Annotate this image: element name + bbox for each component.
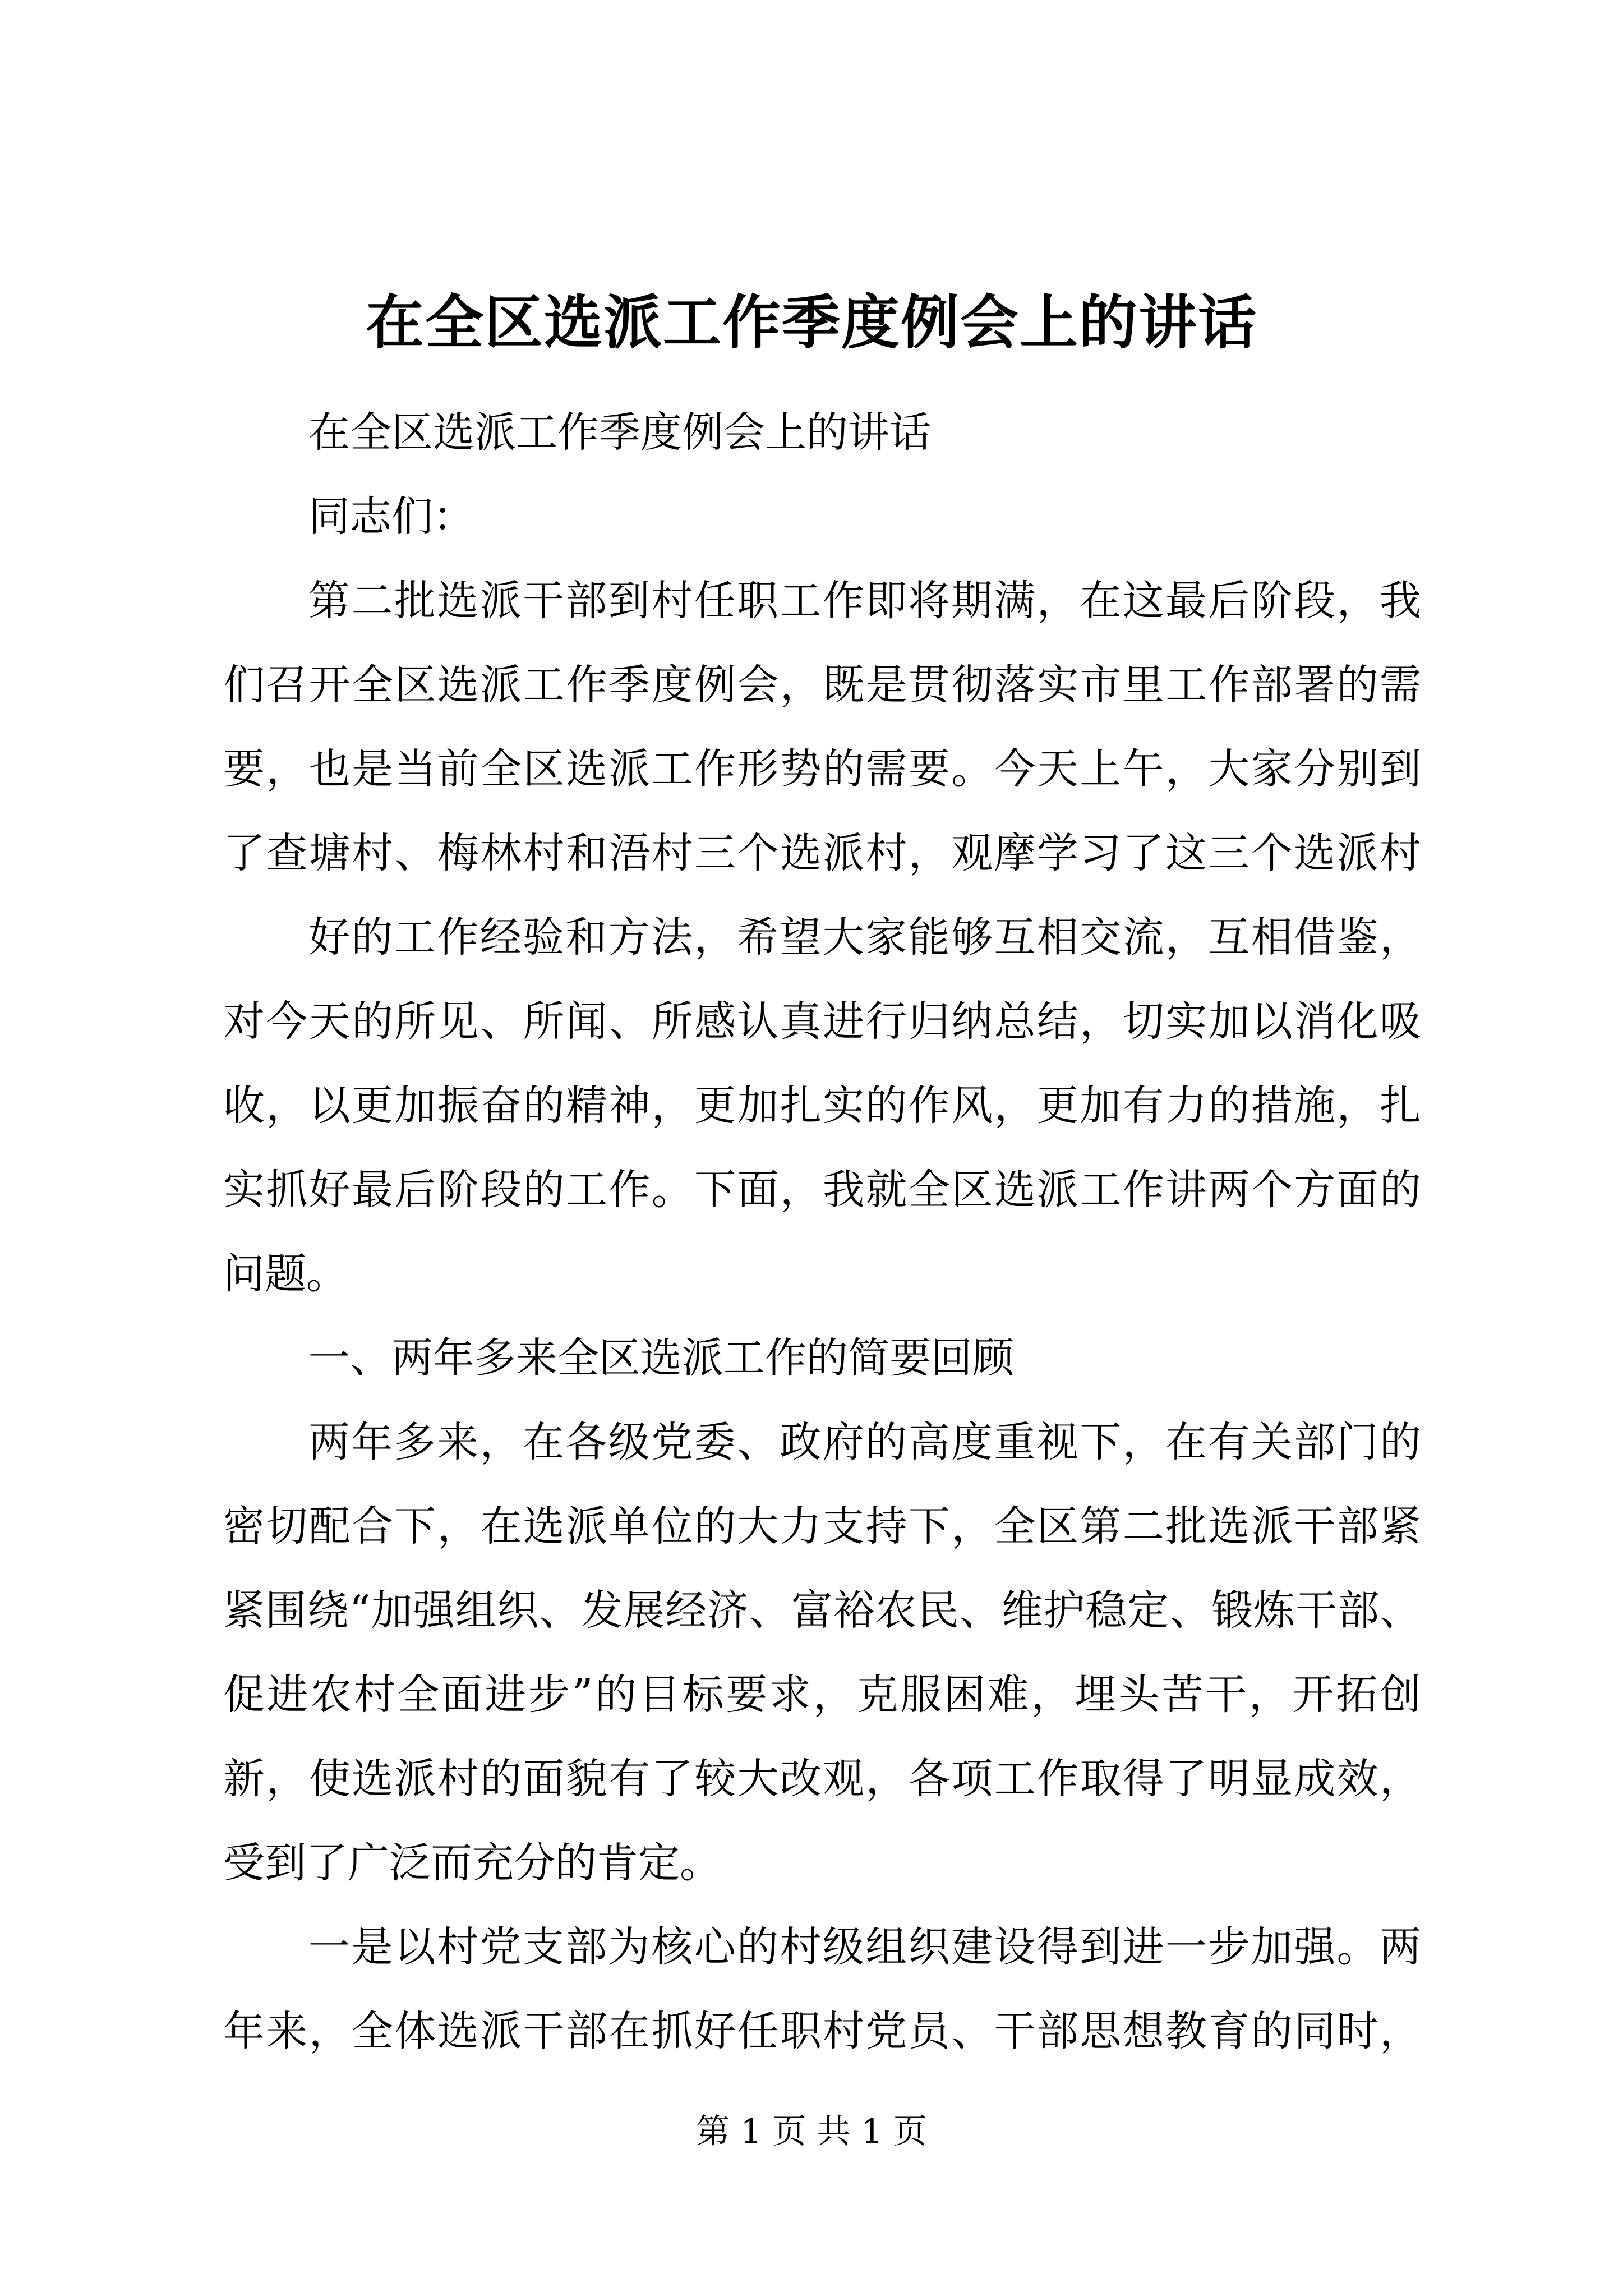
body-line: 问题。	[223, 1250, 348, 1298]
body-line: 了查塘村、梅林村和浯村三个选派村，观摩学习了这三个选派村	[223, 829, 1421, 877]
body-line: 要，也是当前全区选派工作形势的需要。今天上午，大家分别到	[223, 745, 1421, 793]
section-heading: 一、两年多来全区选派工作的简要回顾	[308, 1334, 1014, 1382]
body-line: 同志们：	[308, 493, 474, 541]
body-line: 受到了广泛而充分的肯定。	[223, 1839, 721, 1887]
body-line: 新，使选派村的面貌有了较大改观，各项工作取得了明显成效，	[223, 1755, 1421, 1803]
body-line: 密切配合下，在选派单位的大力支持下，全区第二批选派干部紧	[223, 1502, 1421, 1550]
body-line: 紧围绕“加强组织、发展经济、富裕农民、维护稳定、锻炼干部、	[223, 1586, 1421, 1635]
body-line: 在全区选派工作季度例会上的讲话	[308, 408, 931, 457]
document-body	[223, 390, 1421, 2073]
body-line: 促进农村全面进步”的目标要求，克服困难，埋头苦干，开拓创	[223, 1671, 1421, 1719]
document-title: 在全区选派工作季度例会上的讲话	[365, 288, 1257, 357]
page-footer: 第 1 页 共 1 页	[696, 2112, 927, 2151]
body-line: 好的工作经验和方法，希望大家能够互相交流，互相借鉴，	[308, 913, 1421, 961]
body-line: 一是以村党支部为核心的村级组织建设得到进一步加强。两	[308, 1923, 1421, 1971]
body-line: 实抓好最后阶段的工作。下面，我就全区选派工作讲两个方面的	[223, 1166, 1421, 1214]
body-line: 第二批选派干部到村任职工作即将期满，在这最后阶段，我	[308, 577, 1421, 625]
body-line: 对今天的所见、所闻、所感认真进行归纳总结，切实加以消化吸	[223, 997, 1421, 1046]
body-line: 们召开全区选派工作季度例会，既是贯彻落实市里工作部署的需	[223, 661, 1421, 709]
body-line: 年来，全体选派干部在抓好任职村党员、干部思想教育的同时，	[223, 2007, 1421, 2055]
body-line: 两年多来，在各级党委、政府的高度重视下，在有关部门的	[308, 1418, 1421, 1466]
body-line: 收，以更加振奋的精神，更加扎实的作风，更加有力的措施，扎	[223, 1082, 1421, 1130]
